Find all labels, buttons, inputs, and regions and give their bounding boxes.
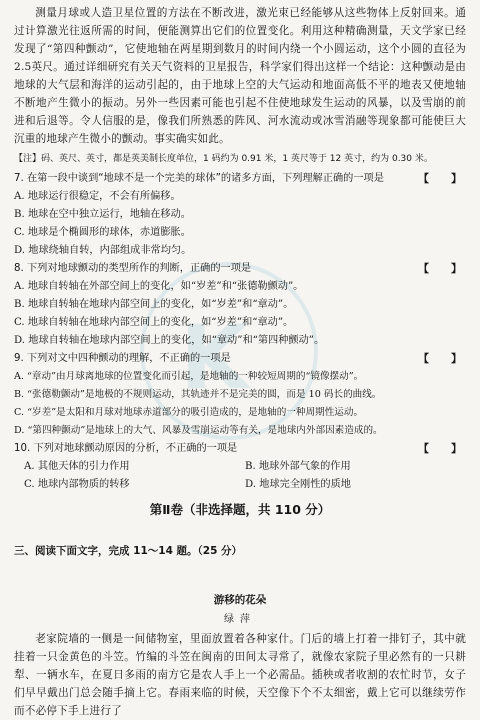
option-c[interactable]: C. 地球内部物质的转移 bbox=[24, 479, 130, 490]
option-b[interactable]: B. 地球外部气象的作用 bbox=[245, 461, 351, 472]
question-9 bbox=[14, 350, 466, 440]
question-stem: 8. 下列对地球颤动的类型所作的判断，正确的一项是 bbox=[14, 263, 252, 274]
answer-bracket[interactable]: 【 】 bbox=[418, 262, 462, 275]
option-d[interactable]: D. 地球完全刚性的质地 bbox=[245, 479, 351, 490]
article-title: 游移的花朵 bbox=[213, 594, 267, 606]
option-a[interactable]: A. 其他天体的引力作用 bbox=[24, 461, 130, 472]
question-stem: 10. 下列对地球颤动原因的分析，不正确的一项是 bbox=[14, 443, 238, 454]
option-b[interactable]: B. 地球在空中独立运行，地轴在移动。 bbox=[14, 209, 191, 220]
option-b[interactable]: B. “张德勒颤动”是地极的不规则运动，其轨迹并不是完美的圆，而是 10 码长的曲线。 bbox=[14, 389, 382, 400]
option-c[interactable]: C. 地球是个椭圆形的球体，赤道膨胀。 bbox=[14, 227, 191, 238]
option-a[interactable]: A. 地球运行很稳定，不会有所偏移。 bbox=[14, 191, 181, 202]
option-d[interactable]: D. 地球绕轴自转，内部组成非常均匀。 bbox=[14, 245, 192, 256]
answer-bracket[interactable]: 【 】 bbox=[418, 442, 462, 455]
passage-note: 【注】码、英尺、英寸，都是英美制长度单位，1 码约为 0.91 米，1 英尺等于 12 英寸，约为 0.30 米。 bbox=[14, 154, 433, 164]
article-author: 绿萍 bbox=[224, 614, 256, 625]
volume-title: 第Ⅱ卷（非选择题，共 110 分） bbox=[149, 502, 331, 517]
option-c[interactable]: C. “岁差”是太阳和月球对地球赤道部分的吸引造成的，是地轴的一种周期性运动。 bbox=[14, 407, 364, 418]
question-10 bbox=[14, 440, 466, 494]
question-7 bbox=[14, 170, 466, 260]
option-c[interactable]: C. 地球自转轴在地球内部空间上的变化，如“岁差”和“章动”。 bbox=[14, 317, 294, 328]
answer-bracket[interactable]: 【 】 bbox=[418, 172, 462, 185]
section-heading: 三、阅读下面文字，完成 11～14 题。（25 分） bbox=[14, 545, 243, 557]
watermark-logo: K bbox=[62, 196, 402, 496]
option-d[interactable]: D. “第四种颤动”是地球上的大气、风暴及雪崩运动等有关，是地球内外部因素造成的。 bbox=[14, 425, 383, 436]
option-a[interactable]: A. 地球自转轴在外部空间上的变化，如“岁差”和“张德勒颤动”。 bbox=[14, 281, 304, 292]
question-8 bbox=[14, 260, 466, 350]
option-d[interactable]: D. 地球自转轴在地球内部空间上的变化，如“章动”和“第四种颤动”。 bbox=[14, 335, 325, 346]
answer-bracket[interactable]: 【 】 bbox=[418, 352, 462, 365]
passage-paragraph: 测量月球或人造卫星位置的方法在不断改进，激光束已经能够从这些物体上反射回来。通过计算激光往返所需的时间，便能测算出它们的位置变化。利用这种精确测量，天文学家已经发现了“第四种颤动”，它使地轴在两星期到数月的时间内绕一个小圆运动，这个小圆的直径为 2.5英尺。通过详细研究有关天气资料的卫星报告，科学家们得出这样一个结论：这种颤动是由地球的大气层和海洋的运动引起的，由于地球上空的大气运动和地面高低不平的地表又使地轴不断地产生微小的振动。另外一些因素可能也引起不住使地球发生运动的风暴，以及雪崩的前进和后退等。令人信服的是，像我们所熟悉的阵风、河水流动或冰雪消融等现象都可能使巨大沉重的地球产生微小的颤动。事实确实如此。 bbox=[14, 7, 466, 145]
question-stem: 7. 在第一段中谈到“地球不是一个完美的球体”的诸多方面，下列理解正确的一项是 bbox=[14, 173, 384, 184]
question-stem: 9. 下列对文中四种颤动的理解，不正确的一项是 bbox=[14, 353, 231, 364]
article-paragraph: 老家院墙的一侧是一间储物室，里面放置着各种家什。门后的墙上打着一排钉子，其中就挂着一只金黄色的斗笠。竹编的斗笠在闽南的田间太寻常了，就像农家院子里必然有的一只耕犁、一辆水车，在夏日多雨的南方它是农人手上一个必需品。插秧或者收割的农忙时节，女子们早早戴出门总会随手摘上它。春雨来临的时候，天空像下个不太细密，戴上它可以继续劳作而不必停下手上进行了 bbox=[14, 633, 466, 717]
option-a[interactable]: A. “章动”由月球离地球的位置变化而引起，是地轴的一种较短周期的“镜像摆动”。 bbox=[14, 371, 364, 382]
option-b[interactable]: B. 地球自转轴在地球内部空间上的变化，如“岁差”和“章动”。 bbox=[14, 299, 294, 310]
